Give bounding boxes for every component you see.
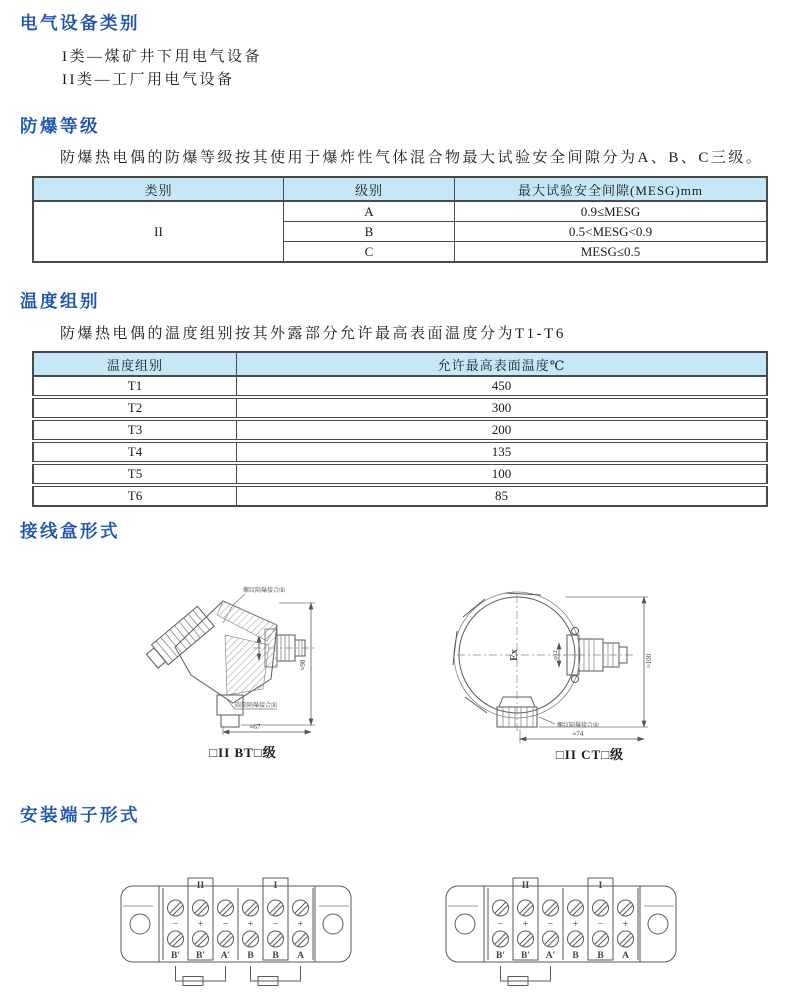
temp-cell: 135 (237, 441, 768, 463)
thread-joint-label: 螺纹隔爆接合面 (557, 723, 600, 729)
temperature-group-table (32, 351, 768, 507)
ex-mark: Ex (509, 649, 520, 661)
svg-text:−: − (172, 919, 179, 930)
ct-caption: □II CT□级 (555, 747, 625, 762)
category-cell: II (33, 201, 284, 262)
table-row (33, 397, 767, 419)
cylinder-joint-label: 圆筒隔爆接合面 (235, 703, 278, 709)
svg-text:B: B (272, 951, 279, 961)
terminal-body (121, 886, 351, 962)
svg-text:+: + (572, 919, 579, 930)
svg-text:+: + (297, 919, 304, 930)
fitting-collar (265, 629, 277, 667)
mounting-hole (455, 914, 475, 934)
temp-cell: 100 (237, 463, 768, 485)
group-cell: T4 (33, 441, 237, 463)
exproof-paragraph: 防爆热电偶的防爆等级按其使用于爆炸性气体混合物最大试验安全间隙分为A、B、C三级。 (60, 150, 764, 166)
svg-text:B: B (247, 951, 254, 961)
leader-line (539, 717, 555, 724)
col-header-category: 类别 (33, 177, 284, 201)
height-dim-text: ≈98 (299, 659, 307, 671)
heading-exproof-grade: 防爆等级 (20, 116, 100, 136)
width-dim-text: ≈74 (572, 730, 584, 738)
col-header-temp-group: 温度组别 (33, 352, 237, 376)
svg-text:−: − (272, 919, 279, 930)
temperature-table-header (33, 352, 767, 376)
svg-text:−: − (597, 919, 604, 930)
group-label-I: I (598, 881, 603, 891)
threaded-fitting (563, 628, 633, 683)
terminal-columns (488, 878, 638, 960)
heading-terminal-form: 安装端子形式 (20, 805, 140, 825)
svg-text:B′: B′ (520, 951, 531, 961)
svg-text:+: + (622, 919, 629, 930)
svg-text:A: A (297, 951, 304, 961)
col-header-max-temp: 允许最高表面温度℃ (237, 352, 768, 376)
cover-flat (453, 631, 457, 665)
ribbed-cap (145, 606, 214, 671)
junction-box-bt-drawing (145, 583, 330, 758)
exproof-grade-table (32, 176, 768, 263)
junction-box-ct-drawing (445, 585, 660, 747)
phi-dim-text: φ12 (553, 650, 559, 660)
svg-text:−: − (547, 919, 554, 930)
heading-junction-box: 接线盒形式 (20, 521, 120, 541)
table-row (33, 201, 767, 222)
hatched-section-lower (225, 635, 269, 695)
table-row (33, 441, 767, 463)
thread-joint-label: 螺纹隔爆接合面 (243, 588, 286, 594)
svg-text:+: + (197, 919, 204, 930)
svg-text:B: B (597, 951, 604, 961)
svg-text:B: B (572, 951, 579, 961)
svg-text:B′: B′ (495, 951, 506, 961)
bt-caption: □II BT□级 (209, 745, 277, 760)
svg-text:B′: B′ (195, 951, 206, 961)
cover-flat (505, 593, 541, 595)
group-cell: T5 (33, 463, 237, 485)
exproof-table-header (33, 177, 767, 201)
mesg-cell: MESG≤0.5 (455, 242, 768, 263)
svg-text:+: + (522, 919, 529, 930)
group-cell: T3 (33, 419, 237, 441)
svg-text:B′: B′ (170, 951, 181, 961)
mounting-hole (130, 914, 150, 934)
temp-cell: 85 (237, 485, 768, 506)
svg-text:−: − (222, 919, 229, 930)
grade-cell: A (284, 201, 455, 222)
jumper-1 (501, 966, 551, 986)
group-label-II: II (521, 881, 530, 891)
svg-text:+: + (247, 919, 254, 930)
equipment-class-lines (62, 46, 262, 92)
cover-flat (463, 599, 485, 617)
table-row (33, 463, 767, 485)
group-label-I: I (273, 881, 278, 891)
terminal-block-right-drawing (438, 876, 683, 994)
bottom-foot (221, 715, 239, 727)
terminal-block-left-drawing (113, 876, 358, 994)
svg-text:A′: A′ (545, 951, 556, 961)
grade-cell: C (284, 242, 455, 263)
svg-text:A′: A′ (220, 951, 231, 961)
width-dim-text: ≈67 (249, 723, 261, 731)
heading-equipment-class: 电气设备类别 (20, 13, 140, 33)
height-dim-text: ≈100 (645, 653, 653, 669)
mounting-hole (648, 914, 668, 934)
class-line-2: II类—工厂用电气设备 (62, 72, 235, 88)
heading-temperature-group: 温度组别 (20, 291, 100, 311)
jumper-1 (176, 966, 226, 986)
table-row (33, 376, 767, 397)
grade-cell: B (284, 222, 455, 242)
cover-flat (465, 697, 487, 713)
temp-cell: 450 (237, 376, 768, 397)
temp-cell: 300 (237, 397, 768, 419)
mounting-hole (323, 914, 343, 934)
group-cell: T2 (33, 397, 237, 419)
table-row (33, 419, 767, 441)
svg-text:A: A (622, 951, 629, 961)
group-label-II: II (196, 881, 205, 891)
table-row (33, 485, 767, 506)
mesg-cell: 0.9≤MESG (455, 201, 768, 222)
class-line-1: I类—煤矿井下用电气设备 (62, 49, 262, 65)
terminal-body (446, 886, 676, 962)
jumper-2 (251, 966, 301, 986)
mesg-cell: 0.5<MESG<0.9 (455, 222, 768, 242)
group-cell: T1 (33, 376, 237, 397)
col-header-mesg: 最大试验安全间隙(MESG)mm (455, 177, 768, 201)
terminal-columns (163, 878, 313, 960)
svg-text:−: − (497, 919, 504, 930)
temperature-paragraph: 防爆热电偶的温度组别按其外露部分允许最高表面温度分为T1-T6 (60, 326, 566, 342)
col-header-grade: 级别 (284, 177, 455, 201)
temp-cell: 200 (237, 419, 768, 441)
group-cell: T6 (33, 485, 237, 506)
